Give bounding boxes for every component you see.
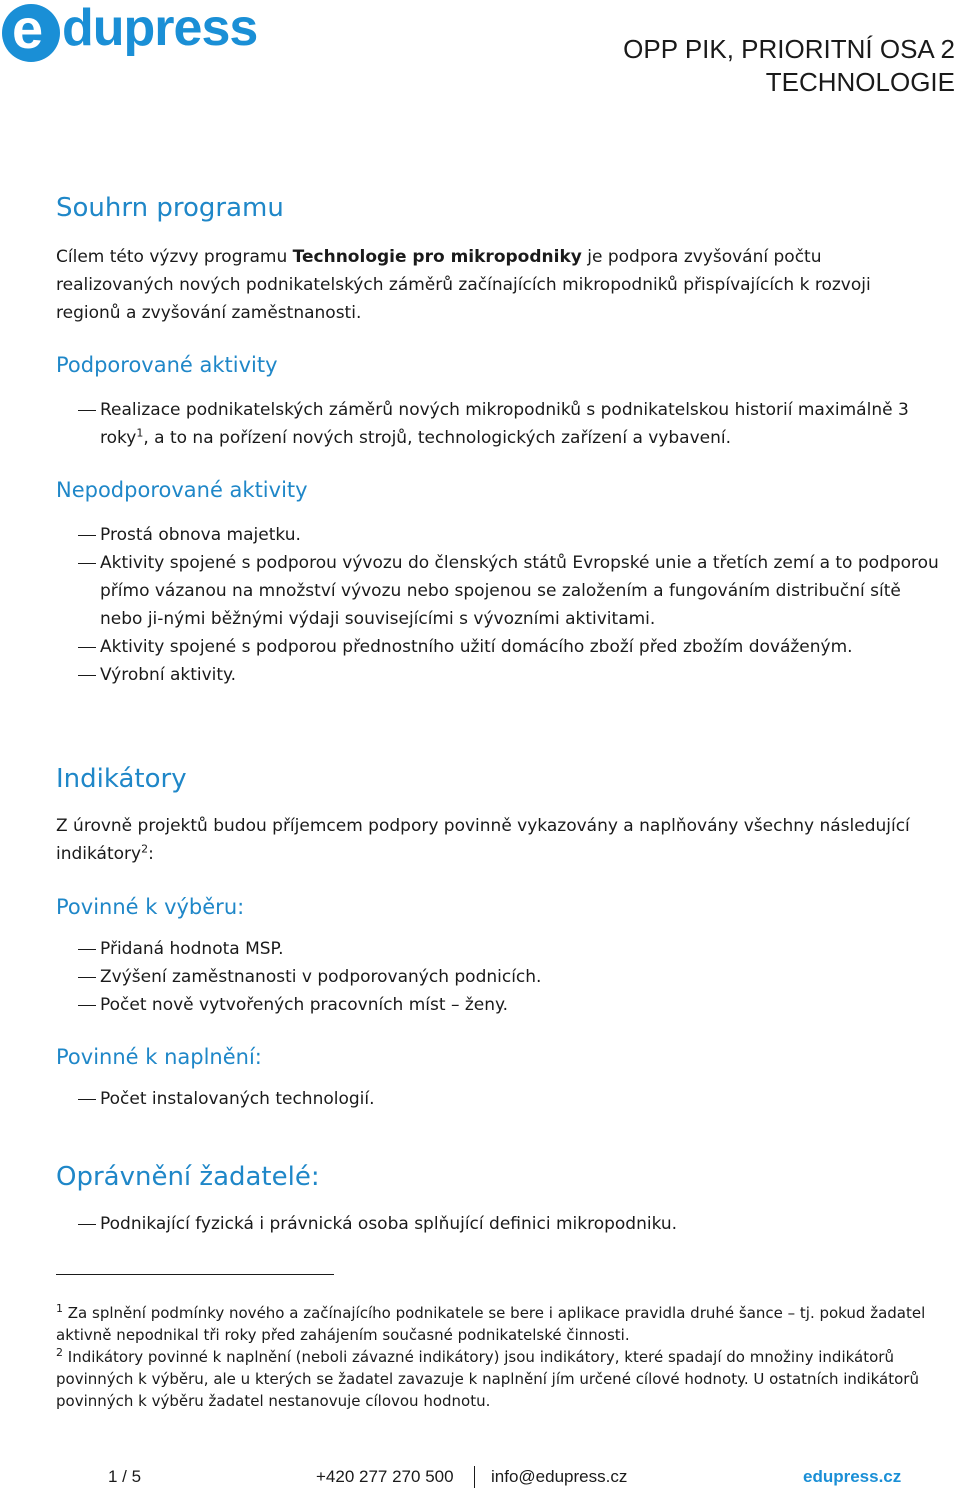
document-header (623, 33, 955, 99)
eligible-applicants-list (56, 1210, 946, 1238)
list-item (56, 963, 946, 991)
footer-email[interactable]: info@edupress.cz (491, 1467, 628, 1486)
list-item-text: Aktivity spojené s podporou přednostního užití domácího zboží před zbožím dováženým. (100, 637, 853, 657)
indicators-intro-end: : (148, 844, 154, 864)
program-name: Technologie pro mikropodniky (292, 247, 582, 267)
indicators-heading: Indikátory (56, 764, 187, 794)
indicators-intro-text: Z úrovně projektů budou příjemcem podpory povinně vykazovány a naplňovány všechny následující indikátory (56, 816, 910, 864)
supported-text-end: , a to na pořízení nových strojů, technologických zařízení a vybavení. (143, 428, 732, 448)
footnote-1 (56, 1302, 946, 1346)
dash-bullet (78, 410, 96, 411)
list-item-text: Přidaná hodnota MSP. (100, 939, 284, 959)
logo-letter: e (12, 0, 44, 60)
dash-bullet (78, 949, 96, 950)
list-item (56, 1085, 946, 1113)
footnote-text: Za splnění podmínky nového a začínajícího podnikatele se bere i aplikace pravidla druhé šance – tj. pokud žadatel aktivně nepodnikal tři roky před zahájením současné podnikatelské činnosti. (56, 1304, 926, 1344)
footnote-2 (56, 1346, 946, 1412)
dash-bullet (78, 563, 96, 564)
supported-text-start: Realizace podnikatelských záměrů nových mikropodniků s podnikatelskou historií maximálně 3 roky (100, 400, 909, 448)
footnote-number: 2 (56, 1346, 63, 1359)
mandatory-selection-heading: Povinné k výběru: (56, 895, 245, 919)
list-item-text: Počet instalovaných technologií. (100, 1089, 375, 1109)
footnote-text: Indikátory povinné k naplnění (neboli závazné indikátory) jsou indikátory, které spadají do množiny indikátorů povinných k výběru, ale u kterých se žadatel zavazuje k naplnění jím určené cílové hodnoty. U ostatních indikátorů povinných k výběru žadatel nestanovuje cílovou hodnotu. (56, 1348, 919, 1410)
summary-paragraph (56, 243, 936, 327)
page-number: 1 / 5 (108, 1467, 142, 1486)
footnotes (56, 1302, 946, 1412)
summary-intro-start: Cílem této výzvy programu (56, 247, 293, 267)
dash-bullet (78, 535, 96, 536)
footer-website-link[interactable]: edupress.cz (803, 1467, 902, 1486)
mandatory-fulfil-list (56, 1085, 946, 1113)
supported-activities-list (56, 396, 946, 452)
unsupported-activities-heading: Nepodporované aktivity (56, 478, 308, 502)
list-item-text: Počet nově vytvořených pracovních míst – ženy. (100, 995, 509, 1015)
list-item (56, 549, 946, 633)
footnote-number: 1 (56, 1302, 63, 1315)
indicators-intro (56, 812, 936, 868)
list-item (56, 661, 946, 689)
list-item (56, 935, 946, 963)
footer-separator (474, 1466, 475, 1488)
unsupported-activities-list (56, 521, 946, 689)
list-item (56, 633, 946, 661)
logo-text: dupress (62, 0, 258, 57)
header-line-1: OPP PIK, PRIORITNÍ OSA 2 (623, 34, 955, 64)
list-item (56, 991, 946, 1019)
dash-bullet (78, 647, 96, 648)
supported-activities-heading: Podporované aktivity (56, 353, 278, 377)
footer-phone[interactable]: +420 277 270 500 (316, 1467, 454, 1486)
footnote-ref-1[interactable]: 1 (136, 426, 144, 440)
eligible-applicants-heading: Oprávnění žadatelé: (56, 1162, 320, 1192)
list-item-text: Zvýšení zaměstnanosti v podporovaných podnicích. (100, 967, 542, 987)
header-line-2: TECHNOLOGIE (765, 67, 955, 97)
mandatory-selection-list (56, 935, 946, 1019)
list-item-text: Prostá obnova majetku. (100, 525, 301, 545)
summary-intro-end: je podpora zvyšování počtu realizovaných nových podnikatelských záměrů začínajících mikropodniků přispívajících k rozvoji regionů a zvyšování zaměstnanosti. (56, 247, 871, 323)
mandatory-fulfil-heading: Povinné k naplnění: (56, 1045, 262, 1069)
dash-bullet (78, 1099, 96, 1100)
list-item-text: Výrobní aktivity. (100, 665, 237, 685)
dash-bullet (78, 1005, 96, 1006)
summary-heading: Souhrn programu (56, 193, 284, 223)
list-item-text: Podnikající fyzická i právnická osoba splňující definici mikropodniku. (100, 1214, 678, 1234)
edupress-logo (0, 2, 275, 64)
footnote-ref-2[interactable]: 2 (141, 842, 149, 856)
dash-bullet (78, 675, 96, 676)
dash-bullet (78, 977, 96, 978)
list-item (56, 1210, 946, 1238)
list-item (56, 521, 946, 549)
list-item-text: Aktivity spojené s podporou vývozu do členských států Evropské unie a třetích zemí a to podporou přímo vázanou na množství vývozu nebo spojenou se založením a fungováním distribuční sítě nebo ji-nými běžnými výdaji souvisejícími s vývozními aktivitami. (100, 553, 939, 629)
list-item (56, 396, 946, 452)
footnote-divider (56, 1274, 334, 1275)
dash-bullet (78, 1224, 96, 1225)
